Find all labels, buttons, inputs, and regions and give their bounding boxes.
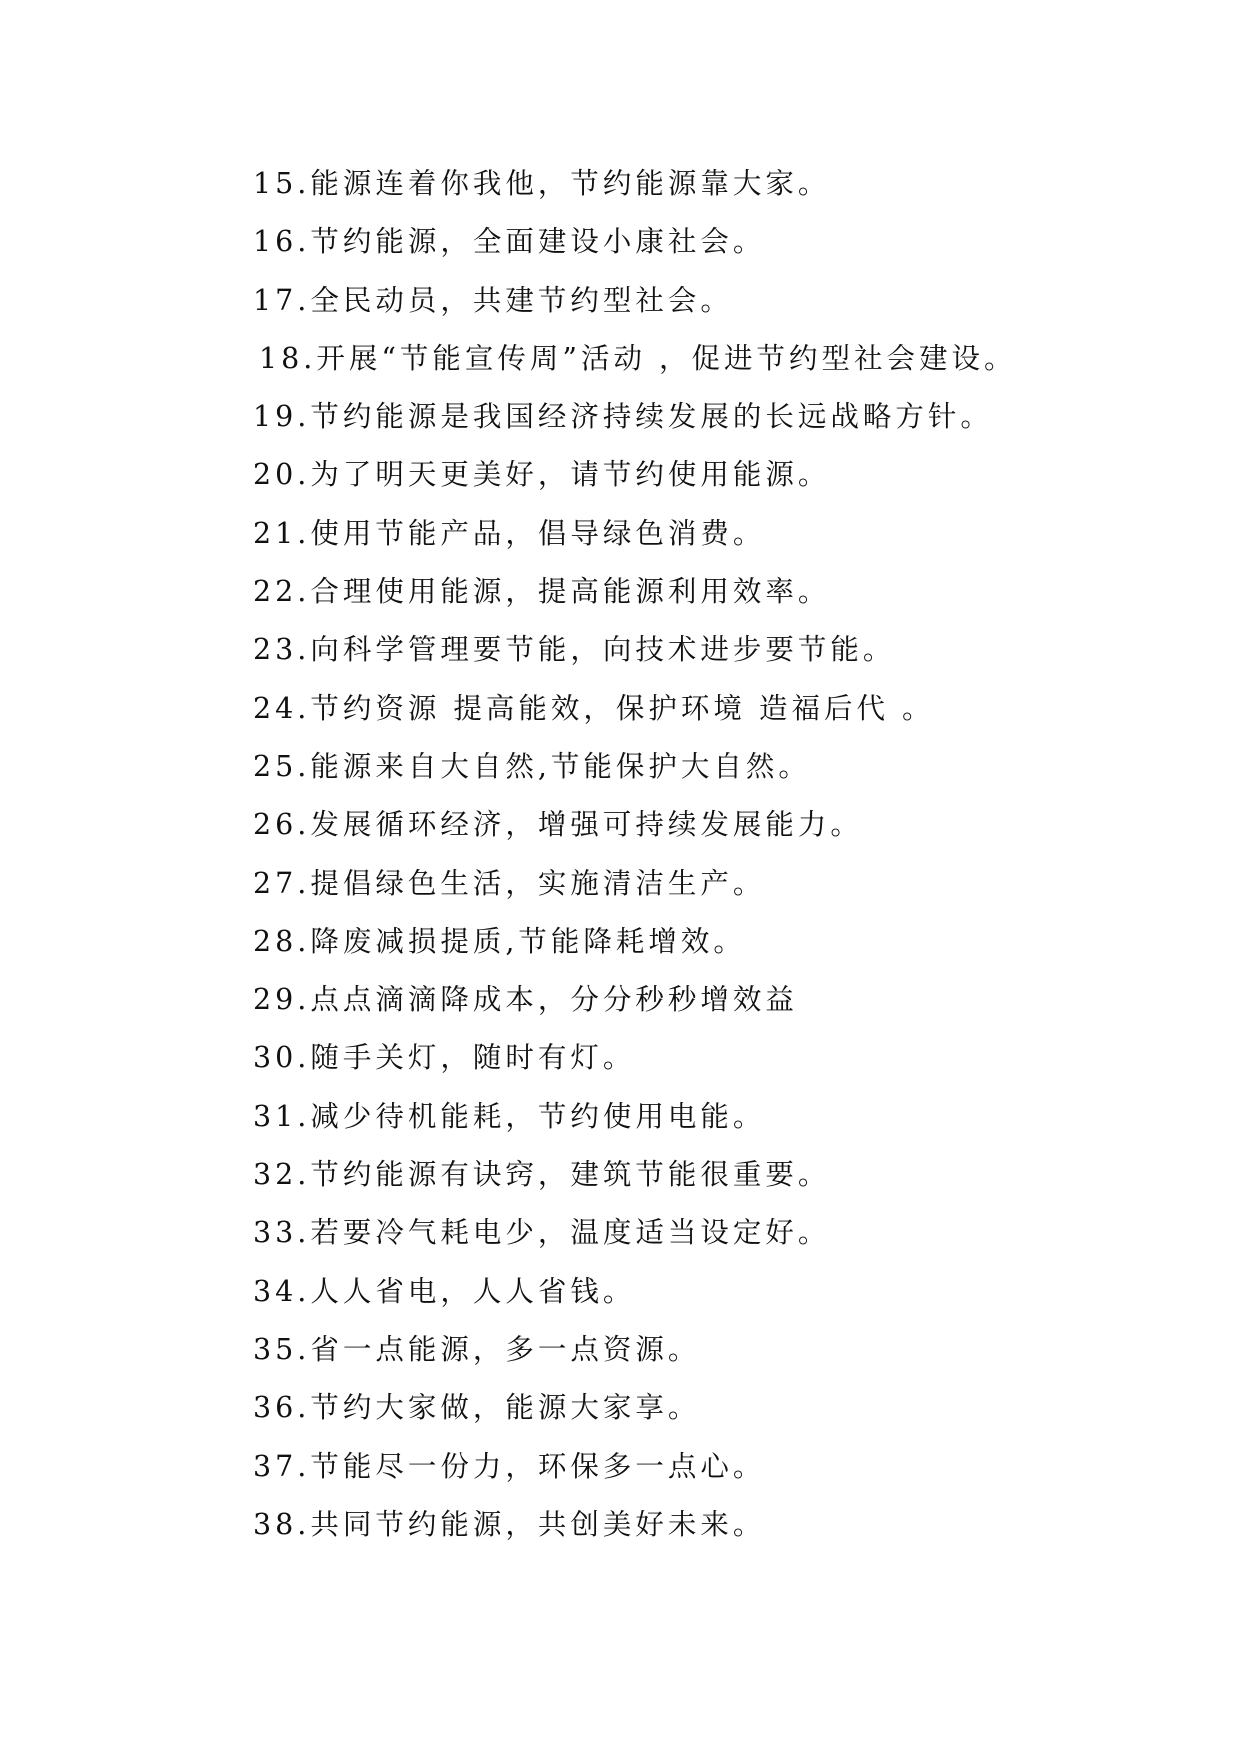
list-item: 31.减少待机能耗，节约使用电能。 <box>253 1099 766 1133</box>
list-item: 33.若要冷气耗电少，温度适当设定好。 <box>253 1216 831 1250</box>
list-item: 28.降废减损提质,节能降耗增效。 <box>253 924 746 958</box>
list-item: 30.随手关灯，随时有灯。 <box>253 1041 636 1075</box>
list-item: 15.能源连着你我他，节约能源靠大家。 <box>253 167 831 200</box>
list-item: 37.节能尽一份力，环保多一点心。 <box>253 1449 766 1483</box>
list-item: 27.提倡绿色生活，实施清洁生产。 <box>253 866 766 900</box>
list-item: 35.省一点能源，多一点资源。 <box>253 1332 701 1366</box>
list-item: 20.为了明天更美好，请节约使用能源。 <box>253 458 831 492</box>
list-item: 36.节约大家做，能源大家享。 <box>253 1391 701 1425</box>
list-item: 29.点点滴滴降成本，分分秒秒增效益 <box>253 983 798 1017</box>
list-item: 18.开展“节能宣传周”活动 ，促进节约型社会建设。 <box>259 341 1017 375</box>
slogan-list <box>253 155 1213 1554</box>
list-item: 17.全民动员，共建节约型社会。 <box>253 283 733 317</box>
list-item: 38.共同节约能源，共创美好未来。 <box>253 1507 766 1541</box>
list-item: 34.人人省电，人人省钱。 <box>253 1274 636 1308</box>
list-item: 32.节约能源有诀窍，建筑节能很重要。 <box>253 1158 831 1192</box>
list-item: 26.发展循环经济，增强可持续发展能力。 <box>253 808 863 842</box>
list-item: 24.节约资源 提高能效，保护环境 造福后代 。 <box>253 691 935 725</box>
list-item: 16.节约能源，全面建设小康社会。 <box>253 225 766 259</box>
list-item: 25.能源来自大自然,节能保护大自然。 <box>253 749 811 783</box>
list-item: 19.节约能源是我国经济持续发展的长远战略方针。 <box>253 400 993 434</box>
list-item: 22.合理使用能源，提高能源利用效率。 <box>253 575 831 609</box>
list-item: 21.使用节能产品，倡导绿色消费。 <box>253 516 766 550</box>
list-item: 23.向科学管理要节能，向技术进步要节能。 <box>253 633 896 667</box>
